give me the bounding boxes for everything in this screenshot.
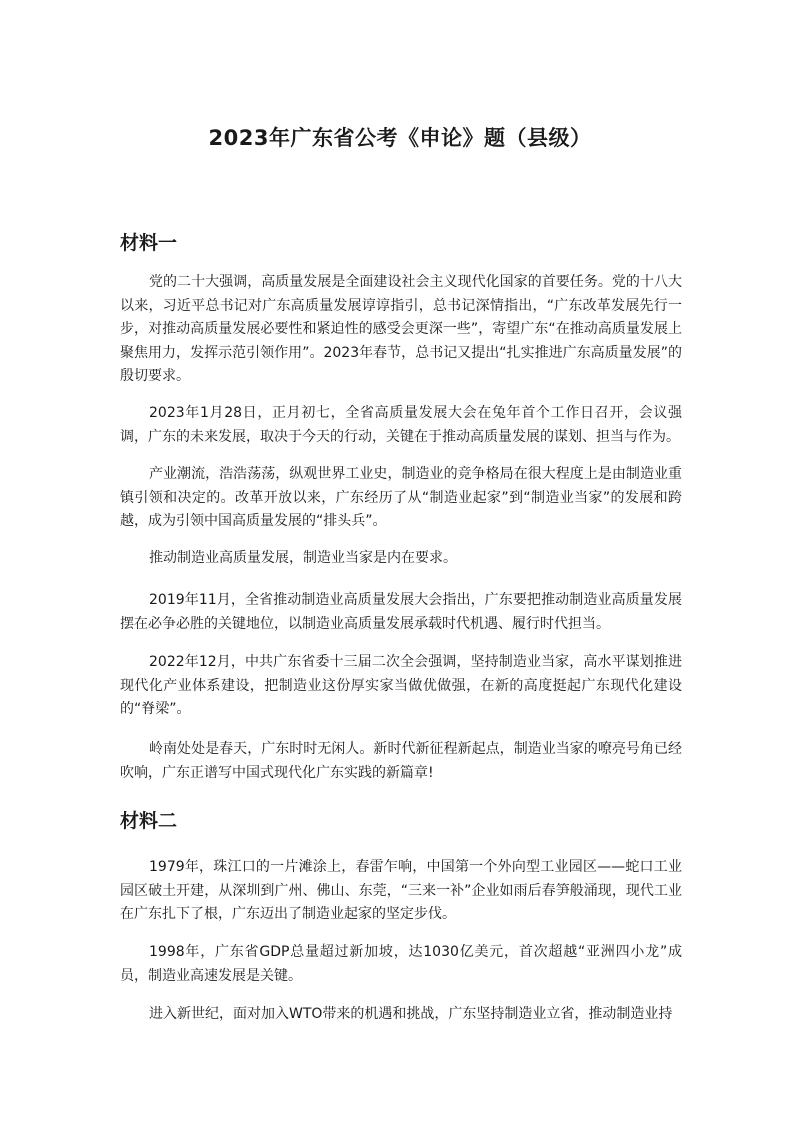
document-title: 2023年广东省公考《申论》题（县级）	[208, 126, 592, 150]
paragraph: 进入新世纪，面对加入WTO带来的机遇和挑战，广东坚持制造业立省，推动制造业持	[149, 1006, 673, 1022]
paragraph: 岭南处处是春天，广东时时无闲人。新时代新征程新起点，制造业当家的嘹亮号角已经吹响，广东正谱写中国式现代化广东实践的新篇章!	[120, 741, 682, 781]
paragraph: 党的二十大强调，高质量发展是全面建设社会主义现代化国家的首要任务。党的十八大以来，习近平总书记对广东高质量发展谆谆指引，总书记深情指出，“广东改革发展先行一步，对推动高质量发展必要性和紧迫性的感受会更深一些”，寄望广东“在推动高质量发展上聚焦用力，发挥示范引领作用”。2023年春节，总书记又提出“扎实推进广东高质量发展”的殷切要求。	[120, 274, 682, 384]
paragraph: 1979年，珠江口的一片滩涂上，春雷乍响，中国第一个外向型工业园区——蛇口工业园区破土开建，从深圳到广州、佛山、东莞，“三来一补”企业如雨后春笋般涌现，现代工业在广东扎下了根，广东迈出了制造业起家的坚定步伐。	[120, 859, 682, 922]
paragraph: 推动制造业高质量发展，制造业当家是内在要求。	[149, 550, 457, 566]
paragraph: 2022年12月，中共广东省委十三届二次全会强调，坚持制造业当家，高水平谋划推进现代化产业体系建设，把制造业这份厚实家当做优做强，在新的高度挺起广东现代化建设的“脊梁”。	[120, 654, 682, 717]
paragraph: 产业潮流，浩浩荡荡，纵观世界工业史，制造业的竞争格局在很大程度上是由制造业重镇引领和决定的。改革开放以来，广东经历了从“制造业起家”到“制造业当家”的发展和跨越，成为引领中国高质量发展的“排头兵”。	[120, 466, 682, 529]
paragraph: 1998年，广东省GDP总量超过新加坡，达1030亿美元，首次超越“亚洲四小龙”成员，制造业高速发展是关键。	[120, 944, 682, 984]
paragraph: 2019年11月，全省推动制造业高质量发展大会指出，广东要把推动制造业高质量发展摆在必争必胜的关键地位，以制造业高质量发展承载时代机遇、履行时代担当。	[120, 592, 682, 632]
section-heading-material-1: 材料一	[120, 232, 178, 254]
section-heading-material-2: 材料二	[120, 810, 178, 832]
paragraph: 2023年1月28日，正月初七，全省高质量发展大会在兔年首个工作日召开，会议强调，广东的未来发展，取决于今天的行动，关键在于推动高质量发展的谋划、担当与作为。	[120, 405, 682, 445]
